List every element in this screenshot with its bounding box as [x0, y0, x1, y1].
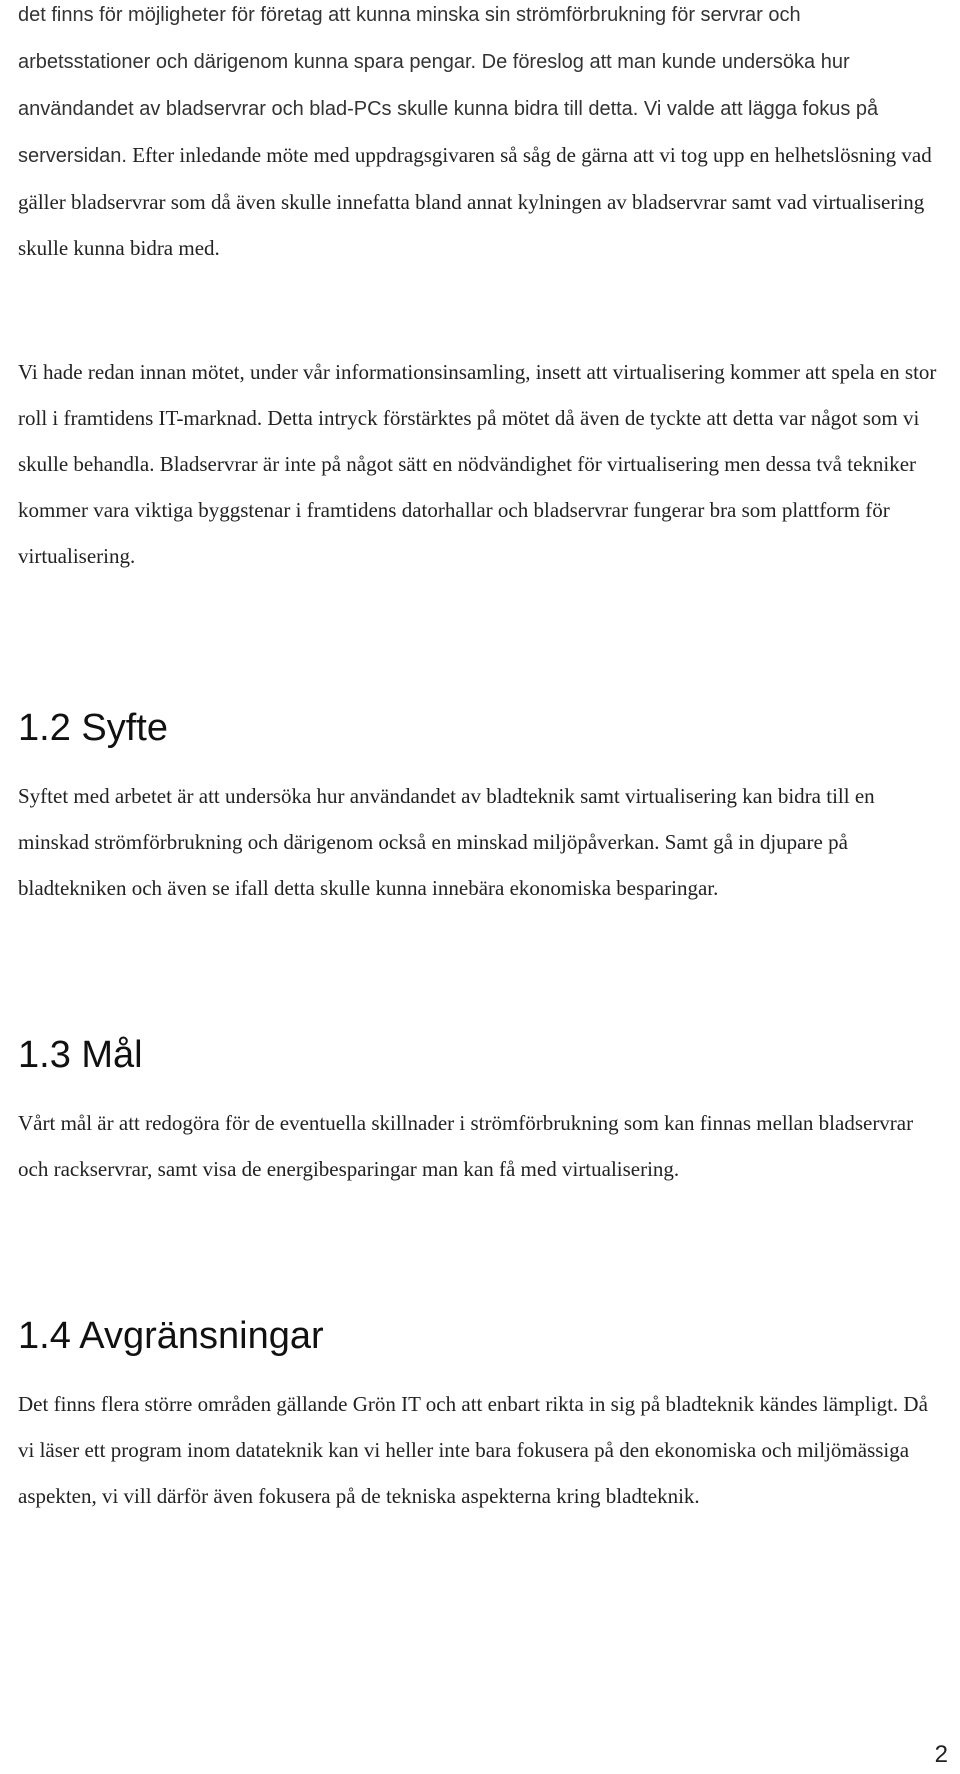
section-body-avgransningar: Det finns flera större områden gällande Grön IT och att enbart rikta in sig på bladteknik kändes lämpligt. Då vi läser ett program inom datateknik kan vi heller inte bara fokusera på den ekonomiska och miljömässiga aspekten, vi vill därför även fokusera på de tekniska aspekterna kring bladteknik. — [18, 1392, 928, 1508]
intro-serif-text: Efter inledande möte med uppdragsgivaren så såg de gärna att vi tog upp en helhetslösning vad gäller bladservrar som då även skulle innefatta bland annat kylningen av bladservrar samt vad virtualisering skulle kunna bidra med. — [18, 143, 932, 260]
section-heading-avgransningar: 1.4 Avgränsningar — [18, 1315, 324, 1357]
intro-sans-text: det finns för möjligheter för företag att kunna minska sin strömförbrukning för servrar och arbetsstationer och därigenom kunna spara pengar. De föreslog att man kunde undersöka hur användandet av bladservrar och blad-PCs skulle kunna bidra till detta. Vi valde att lägga fokus på serversidan. — [18, 4, 879, 167]
section-heading-syfte: 1.2 Syfte — [18, 707, 168, 749]
section-body-syfte: Syftet med arbetet är att undersöka hur användandet av bladteknik samt virtualisering kan bidra till en minskad strömförbrukning och därigenom också en minskad miljöpåverkan. Samt gå in djupare på bladtekniken och även se ifall detta skulle kunna innebära ekonomiska besparingar. — [18, 784, 875, 900]
intro-paragraph — [18, 0, 938, 271]
section-body-mal: Vårt mål är att redogöra för de eventuella skillnader i strömförbrukning som kan finnas mellan bladservrar och rackservrar, samt visa de energibesparingar man kan få med virtualisering. — [18, 1111, 914, 1181]
section-heading-mal: 1.3 Mål — [18, 1034, 143, 1076]
page-number: 2 — [934, 1741, 948, 1768]
virtualization-paragraph: Vi hade redan innan mötet, under vår informationsinsamling, insett att virtualisering kommer att spela en stor roll i framtidens IT-marknad. Detta intryck förstärktes på mötet då även de tyckte att detta var något som vi skulle behandla. Bladservrar är inte på något sätt en nödvändighet för virtualisering men dessa två tekniker kommer vara viktiga byggstenar i framtidens datorhallar och bladservrar fungerar bra som plattform för virtualisering. — [18, 360, 937, 568]
